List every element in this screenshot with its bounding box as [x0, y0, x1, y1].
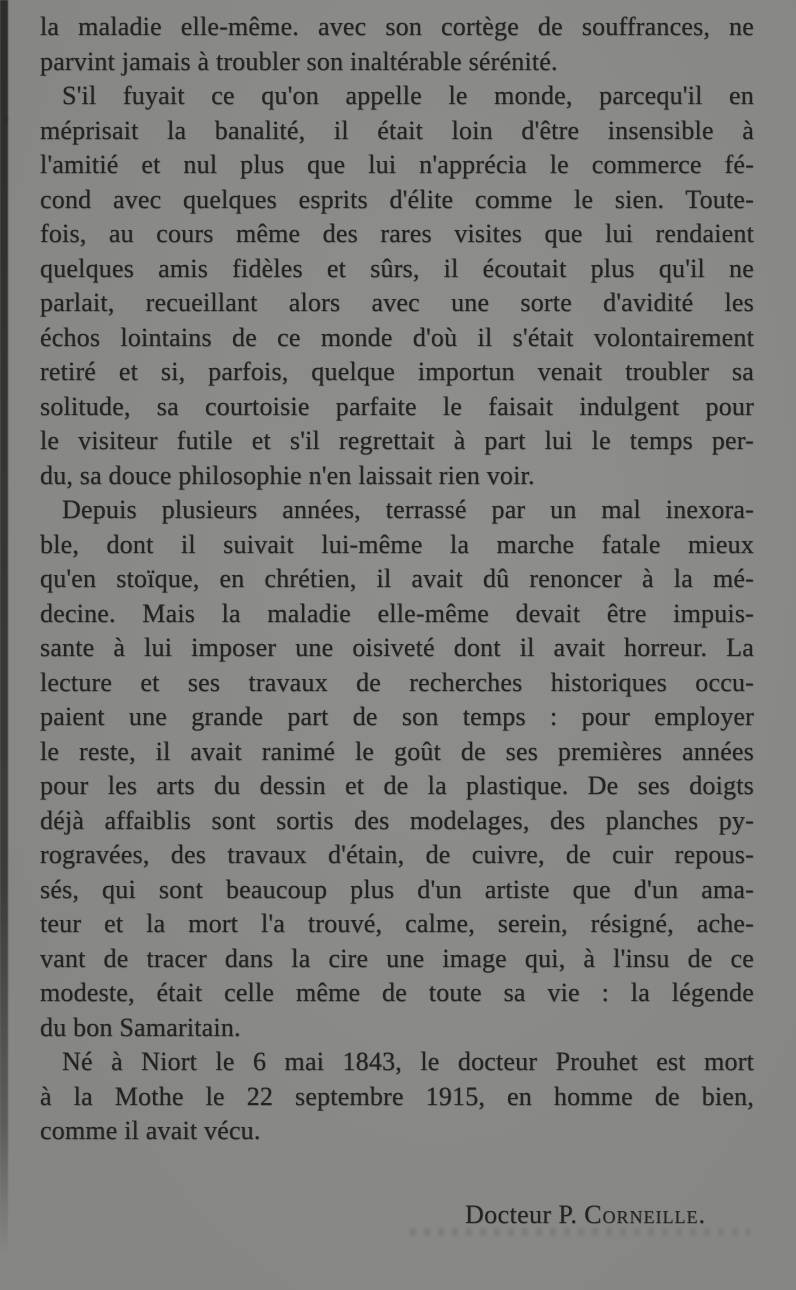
text-line: rogravées, des travaux d'étain, de cuivre, de cuir repous-	[40, 840, 754, 869]
text-line: fois, au cours même des rares visites que lui rendaient	[40, 219, 754, 248]
text-line: paient une grande part de son temps : pour employer	[40, 702, 754, 731]
scan-speck	[3, 116, 8, 123]
text-line: solitude, sa courtoisie parfaite le faisait indulgent pour	[40, 391, 754, 421]
signature-name: Corneille.	[584, 1200, 706, 1229]
text-line: qu'en stoïque, en chrétien, il avait dû renoncer à la mé-	[40, 564, 754, 593]
text-line: la maladie elle-même. avec son cortège de souffrances, ne	[40, 12, 754, 41]
text-line: quelques amis fidèles et sûrs, il écoutait plus qu'il ne	[40, 253, 754, 283]
text-line: du bon Samaritain.	[40, 1012, 241, 1042]
text-line: Depuis plusieurs années, terrassé par un mal inexora-	[62, 495, 754, 524]
text-line: sés, qui sont beaucoup plus d'un artiste que d'un ama-	[40, 874, 754, 904]
text-line: comme il avait vécu.	[40, 1116, 261, 1145]
page-showthrough-artifact	[410, 1228, 750, 1236]
text-line: ble, dont il suivait lui-même la marche fatale mieux	[40, 529, 754, 559]
text-line: échos lointains de ce monde d'où il s'était volontairement	[40, 322, 754, 352]
scan-gutter-shadow	[0, 0, 8, 1252]
text-line: teur et la mort l'a trouvé, calme, serein, résigné, ache-	[40, 909, 754, 938]
text-line: sante à lui imposer une oisiveté dont il avait horreur. La	[40, 633, 754, 662]
text-line: lecture et ses travaux de recherches historiques occu-	[40, 667, 754, 697]
body-text	[40, 10, 754, 1149]
signature-line	[0, 1200, 706, 1230]
signature-prefix: Docteur P.	[464, 1200, 578, 1229]
text-line: du, sa douce philosophie n'en laissait rien voir.	[40, 460, 535, 490]
text-line: decine. Mais la maladie elle-même devait être impuis-	[40, 598, 754, 628]
text-line: l'amitié et nul plus que lui n'apprécia le commerce fé-	[40, 150, 754, 179]
text-line: S'il fuyait ce qu'on appelle le monde, parcequ'il en	[62, 81, 754, 110]
text-line: vant de tracer dans la cire une image qui, à l'insu de ce	[40, 943, 754, 973]
text-line: le reste, il avait ranimé le goût de ses premières années	[40, 736, 754, 766]
text-line: modeste, était celle même de toute sa vie : la légende	[40, 978, 754, 1007]
text-line: à la Mothe le 22 septembre 1915, en homme de bien,	[40, 1081, 754, 1111]
text-line: Né à Niort le 6 mai 1843, le docteur Prouhet est mort	[62, 1047, 754, 1076]
text-line: cond avec quelques esprits d'élite comme le sien. Toute-	[40, 184, 754, 214]
text-line: pour les arts du dessin et de la plastique. De ses doigts	[40, 771, 754, 800]
text-line: le visiteur futile et s'il regrettait à part lui le temps per-	[40, 426, 754, 455]
text-line: parvint jamais à troubler son inaltérable sérénité.	[40, 46, 558, 76]
text-line: méprisait la banalité, il était loin d'être insensible à	[40, 115, 754, 145]
text-line: déjà affaiblis sont sortis des modelages, des planches py-	[40, 805, 754, 835]
text-line: parlait, recueillant alors avec une sorte d'avidité les	[40, 288, 754, 317]
text-line: retiré et si, parfois, quelque importun venait troubler sa	[40, 357, 754, 386]
